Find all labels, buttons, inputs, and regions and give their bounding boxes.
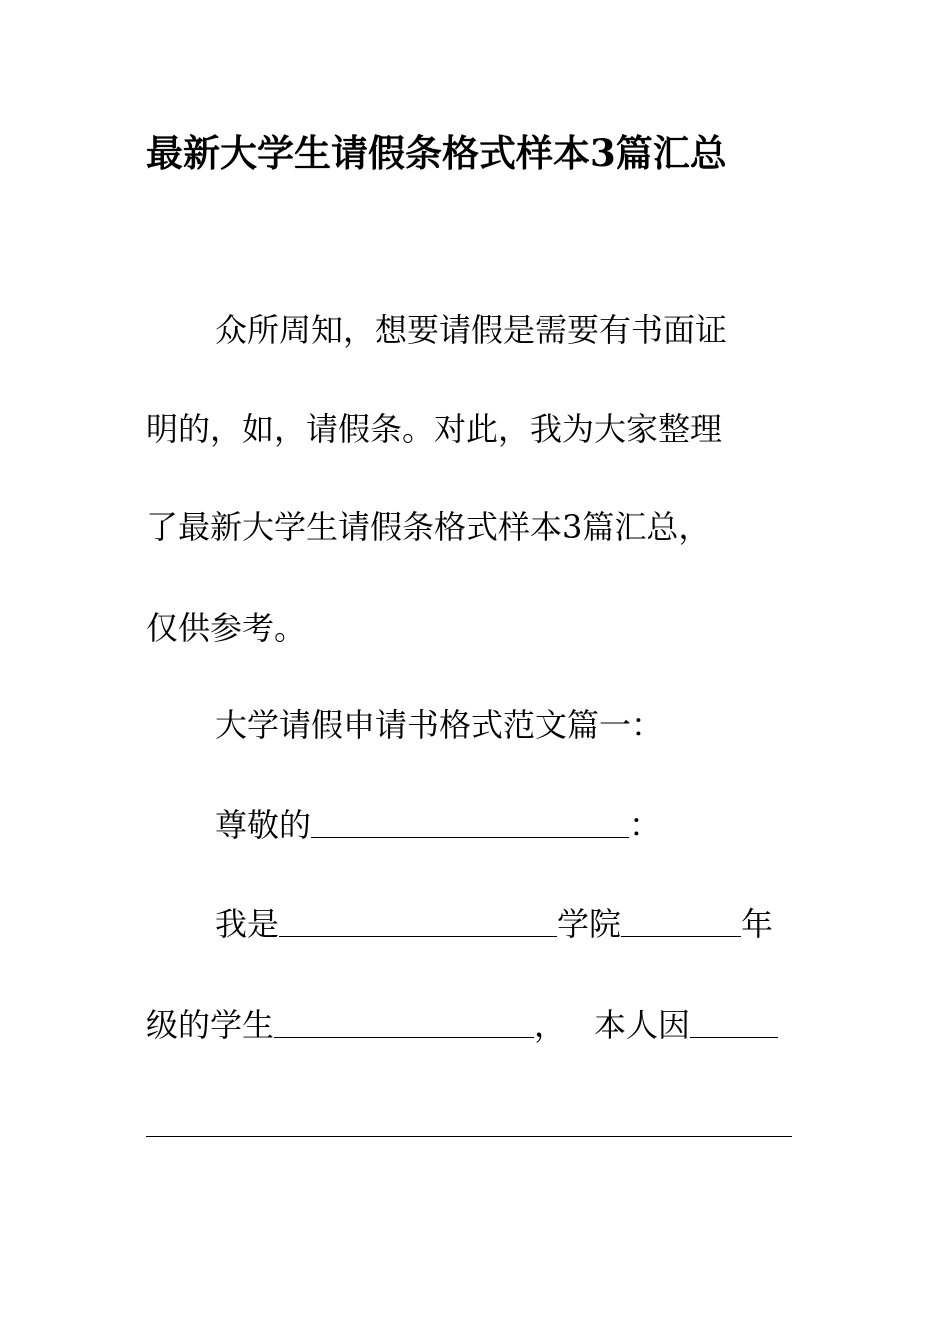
student-info-line-1 <box>215 900 773 948</box>
grade-blank <box>621 902 741 937</box>
student-info-line-2 <box>146 1001 778 1049</box>
line2-prefix: 级的学生 <box>146 1006 275 1044</box>
recipient-blank <box>311 803 629 838</box>
line1-suffix: 年 <box>741 905 774 943</box>
reason-blank-start <box>690 1003 778 1038</box>
section-heading: 大学请假申请书格式范文篇一： <box>215 706 664 744</box>
document-title: 最新大学生请假条格式样本3篇汇总 <box>146 131 727 175</box>
intro-line-2: 明的，如，请假条。对此，我为大家整理 <box>146 410 723 448</box>
intro-line-4: 仅供参考。 <box>146 609 307 647</box>
salutation-suffix: ： <box>629 806 662 844</box>
reason-blank-line <box>146 1136 792 1137</box>
intro-line-1: 众所周知，想要请假是需要有书面证 <box>215 311 728 349</box>
intro-line-3: 了最新大学生请假条格式样本3篇汇总， <box>146 508 711 546</box>
student-name-blank <box>274 1003 534 1038</box>
line2-comma: ， <box>534 1006 567 1044</box>
salutation-line <box>215 801 661 849</box>
line1-middle: 学院 <box>557 905 622 943</box>
salutation-prefix: 尊敬的 <box>215 806 312 844</box>
line1-prefix: 我是 <box>215 905 280 943</box>
line2-reason: 本人因 <box>594 1006 691 1044</box>
college-blank <box>279 902 557 937</box>
